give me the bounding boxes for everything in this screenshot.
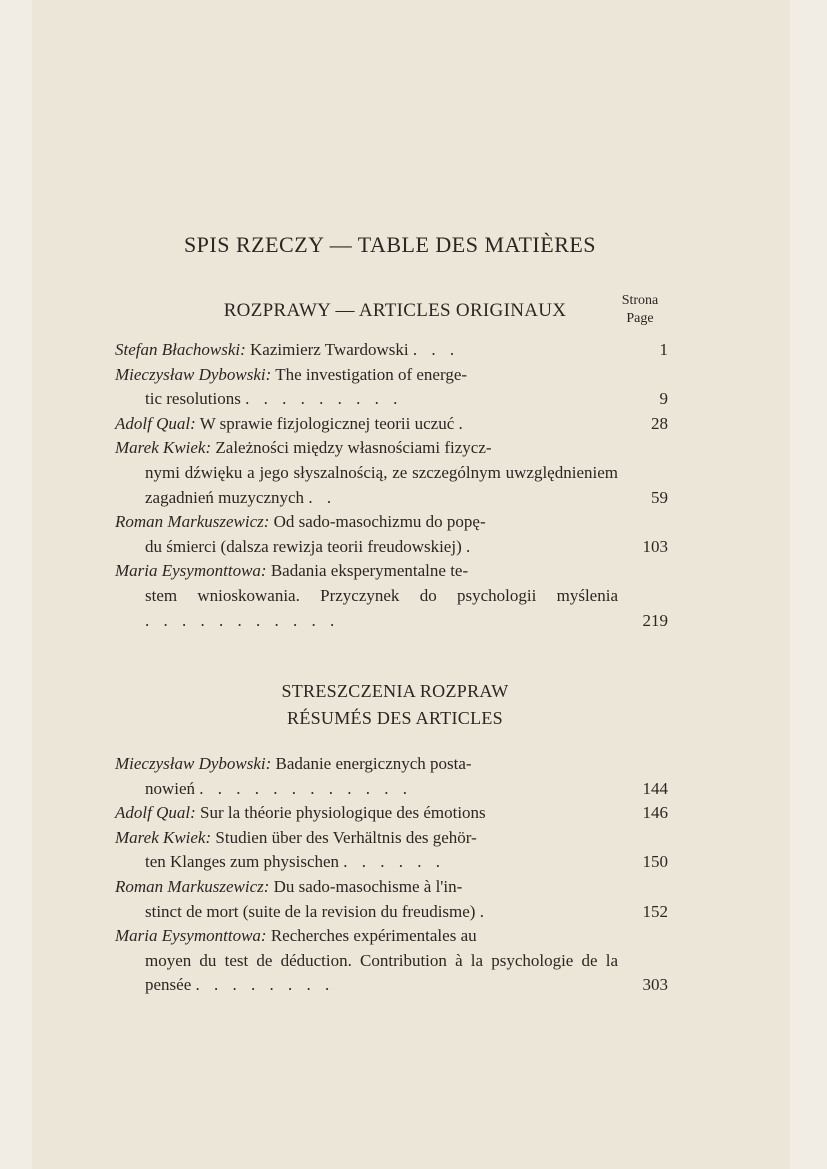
toc-entry <box>115 559 668 633</box>
toc-entry-text <box>115 875 668 924</box>
toc-entry-text <box>115 436 668 510</box>
dot-leader: . <box>458 413 468 433</box>
entry-author: Stefan Błachowski: <box>115 340 246 359</box>
page-number: 144 <box>642 778 668 798</box>
toc-entry <box>115 752 668 801</box>
dot-leader: . . . . . . . . . <box>245 389 403 409</box>
toc-entry <box>115 412 668 437</box>
toc-entry-text <box>115 510 668 559</box>
toc-entry <box>115 436 668 510</box>
entry-author: Adolf Qual: <box>115 803 196 823</box>
entry-title-continuation: ten Klanges zum physischen <box>145 852 340 872</box>
summaries-heading-fr: RÉSUMÉS DES ARTICLES <box>287 708 503 728</box>
page-column-header <box>612 292 668 328</box>
dot-leader: . . . . . . <box>343 852 446 872</box>
dot-leader: . . . . . . . . . . . <box>145 610 340 630</box>
entry-title-continuation: nymi dźwięku a jego słyszalnością, ze szczególnym uwzględnieniem zagadnień muzycznych <box>145 462 618 507</box>
dot-leader: . . . <box>412 340 460 359</box>
page-number: 219 <box>642 610 668 630</box>
toc-entry <box>115 924 668 998</box>
page-number: 103 <box>642 536 668 556</box>
page-number: 28 <box>651 413 668 433</box>
page-column-label-pl: Strona <box>621 293 659 308</box>
entry-title: W sprawie fizjologicznej teorii uczuć <box>195 413 455 433</box>
entry-title-continuation: moyen du test de déduction. Contribution à la psychologie de la pensée <box>145 950 618 995</box>
page-number: 150 <box>642 852 668 872</box>
page-title: SPIS RZECZY — TABLE DES MATIÈRES <box>183 232 597 257</box>
entry-author: Mieczysław Dybowski: <box>115 364 272 384</box>
entry-title: Zależności między własnościami fizycz- <box>211 438 492 458</box>
entry-author: Roman Markuszewicz: <box>115 876 270 896</box>
entry-author: Maria Eysymonttowa: <box>115 926 267 946</box>
entry-title: Recherches expérimentales au <box>266 926 477 946</box>
dot-leader: . . . . . . . . . . . . <box>199 778 413 798</box>
entry-title-continuation: du śmierci (dalsza rewizja teorii freudowskiej) <box>145 536 462 556</box>
entry-title: Kazimierz Twardowski <box>245 340 409 359</box>
entry-title: Badanie energicznych posta- <box>271 754 472 773</box>
toc-entry <box>115 338 668 363</box>
articles-heading: ROZPRAWY — ARTICLES ORIGINAUX <box>223 300 567 321</box>
entry-title-continuation: tic resolutions <box>145 389 241 409</box>
toc-entry <box>115 801 668 826</box>
summaries-list <box>115 752 668 998</box>
entry-title-continuation: nowień <box>145 778 196 798</box>
toc-entry <box>115 363 668 412</box>
toc-entry-text <box>115 752 668 801</box>
page-number: 152 <box>642 901 668 921</box>
dot-leader: . . <box>308 487 337 507</box>
entry-author: Roman Markuszewicz: <box>115 512 270 532</box>
dot-leader: . <box>479 901 489 921</box>
summaries-heading-pl: STRESZCZENIA ROZPRAW <box>281 681 509 701</box>
entry-title: Sur la théorie physiologique des émotions <box>195 803 486 823</box>
entry-author: Marek Kwiek: <box>115 827 212 847</box>
entry-title: Od sado-masochizmu do popę- <box>269 512 486 532</box>
entry-author: Mieczysław Dybowski: <box>115 754 272 773</box>
entry-title-continuation: stinct de mort (suite de la revision du freudisme) <box>145 901 476 921</box>
entry-author: Maria Eysymonttowa: <box>115 561 267 581</box>
toc-entry <box>115 510 668 559</box>
page-column-label-fr: Page <box>626 311 654 326</box>
toc-entry-text <box>115 412 668 437</box>
entry-title: Du sado-masochisme à l'in- <box>269 876 463 896</box>
entry-author: Marek Kwiek: <box>115 438 212 458</box>
entry-title: The investigation of energe- <box>271 364 468 384</box>
page-number: 9 <box>659 389 668 409</box>
toc-entry-text <box>115 559 668 633</box>
toc-entry <box>115 826 668 875</box>
page-number: 146 <box>642 803 668 823</box>
toc-entry-text <box>115 363 668 412</box>
dot-leader: . . . . . . . . <box>195 975 335 995</box>
toc-entry-text <box>115 338 668 363</box>
toc-entry <box>115 875 668 924</box>
toc-entry-text <box>115 924 668 998</box>
articles-list <box>115 338 668 633</box>
entry-title: Badania eksperymentalne te- <box>266 561 469 581</box>
dot-leader: . <box>465 536 476 556</box>
page-number: 59 <box>651 487 668 507</box>
entry-author: Adolf Qual: <box>115 413 196 433</box>
entry-title-continuation: stem wnioskowania. Przyczynek do psychologii myślenia <box>145 585 618 605</box>
toc-entry-text <box>115 826 668 875</box>
page-number: 303 <box>642 975 668 995</box>
page-number: 1 <box>659 340 668 359</box>
entry-title: Studien über des Verhältnis des gehör- <box>211 827 477 847</box>
toc-entry-text <box>115 801 668 826</box>
summaries-heading <box>190 678 600 732</box>
